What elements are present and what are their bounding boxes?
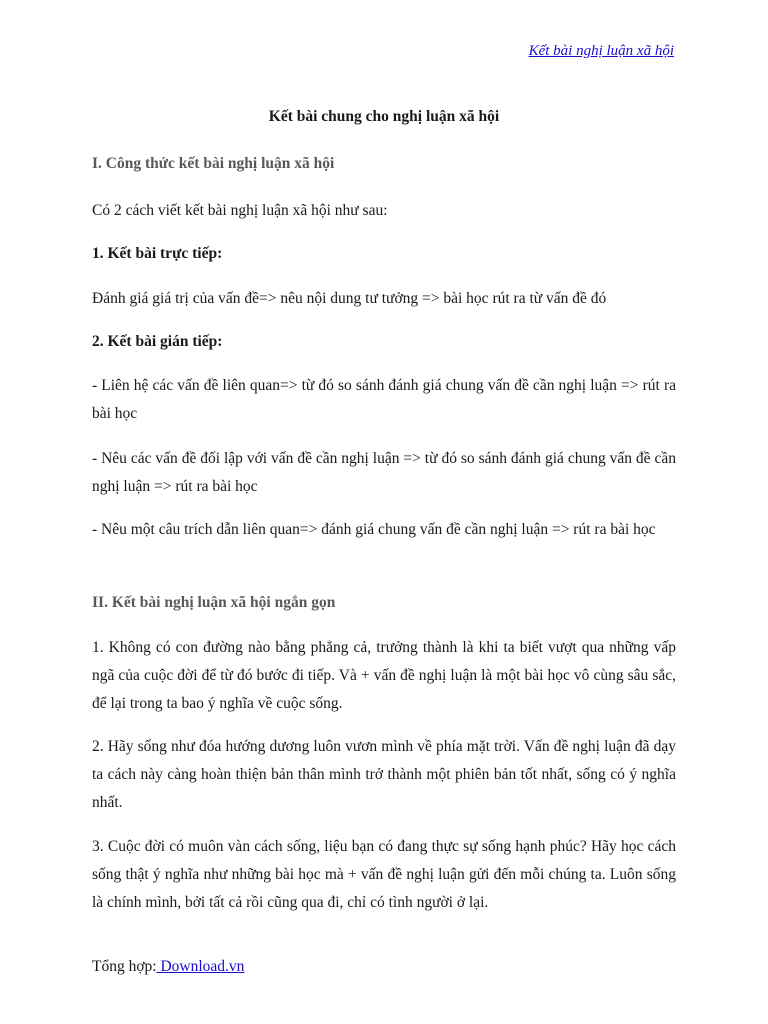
footer — [92, 958, 244, 976]
document-title: Kết bài chung cho nghị luận xã hội — [268, 108, 500, 125]
direct-conclusion-text: Đánh giá giá trị của vấn đề=> nêu nội dung tư tưởng => bài học rút ra từ vấn đề đó — [92, 290, 607, 307]
indirect-item: - Nêu một câu trích dẫn liên quan=> đánh giá chung vấn đề cần nghị luận => rút ra bài học — [92, 521, 656, 538]
short-conclusion-paragraph: 3. Cuộc đời có muôn vàn cách sống, liệu bạn có đang thực sự sống hạnh phúc? Hãy học cách sống thật ý nghĩa như những bài học mà + vấn đề nghị luận gửi đến mỗi chúng ta. Luôn sống là chính mình, bởi tất cả rồi cũng qua đi, chỉ có tình người ở lại. — [92, 838, 676, 911]
direct-conclusion-heading: 1. Kết bài trực tiếp: — [92, 245, 223, 262]
indirect-conclusion-heading: 2. Kết bài gián tiếp: — [92, 333, 223, 350]
section-1-heading: I. Công thức kết bài nghị luận xã hội — [92, 155, 335, 172]
footer-label: Tổng hợp: — [92, 958, 157, 975]
short-conclusion-paragraph: 2. Hãy sống như đóa hướng dương luôn vươn mình về phía mặt trời. Vấn đề nghị luận đã dạy ta cách này càng hoàn thiện bản thân mình trở thành một phiên bản tốt nhất, sống có ý nghĩa nhất. — [92, 738, 676, 811]
indirect-item: - Nêu các vấn đề đối lập với vấn đề cần nghị luận => từ đó so sánh đánh giá chung vấn đề cần nghị luận => rút ra bài học — [92, 450, 676, 495]
footer-source-link[interactable]: Download.vn — [156, 958, 245, 975]
header-link[interactable]: Kết bài nghị luận xã hội — [528, 43, 674, 59]
short-conclusion-paragraph: 1. Không có con đường nào bằng phẳng cả, trưởng thành là khi ta biết vượt qua những vấp ngã của cuộc đời để từ đó bước đi tiếp. Và + vấn đề nghị luận là một bài học vô cùng sâu sắc, để lại trong ta bao ý nghĩa về cuộc sống. — [92, 639, 676, 712]
indirect-item: - Liên hệ các vấn đề liên quan=> từ đó so sánh đánh giá chung vấn đề cần nghị luận => rút ra bài học — [92, 377, 676, 422]
section-2-heading: II. Kết bài nghị luận xã hội ngắn gọn — [92, 594, 336, 611]
section-1-intro: Có 2 cách viết kết bài nghị luận xã hội như sau: — [92, 202, 388, 219]
